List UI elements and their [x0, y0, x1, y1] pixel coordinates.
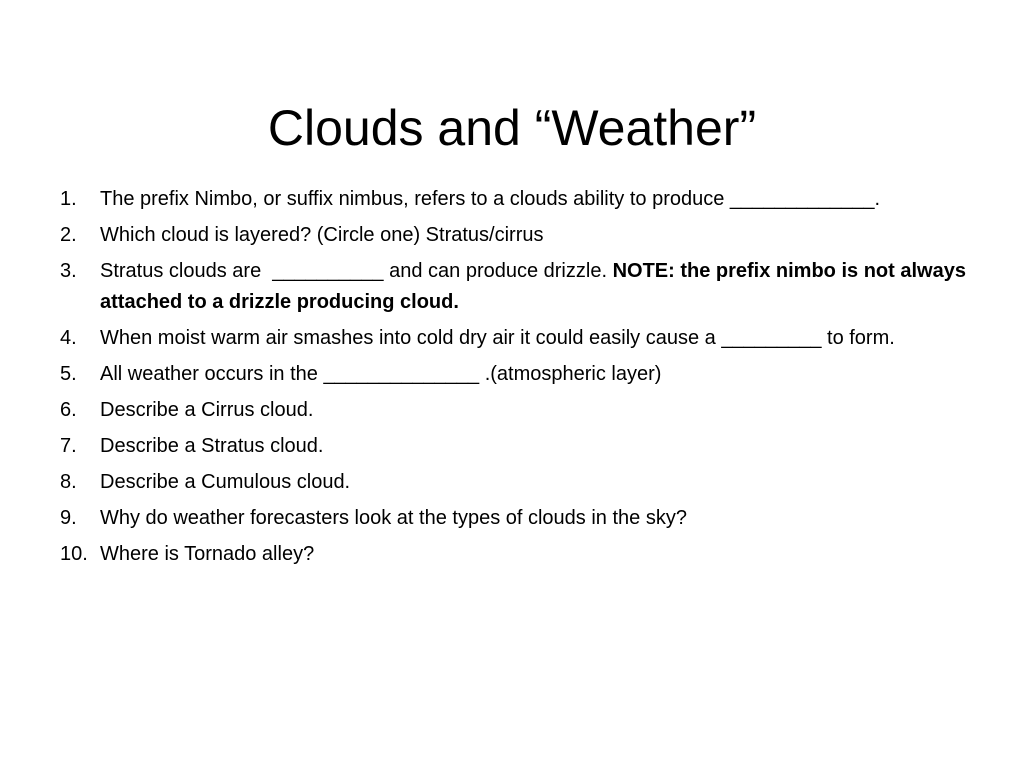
list-item [60, 256, 970, 318]
list-item [60, 467, 970, 498]
question-list [60, 184, 970, 575]
item-text: Why do weather forecasters look at the types of clouds in the sky? [100, 507, 687, 529]
list-item [60, 431, 970, 462]
item-text: When moist warm air smashes into cold dry air it could easily cause a _________ to form. [100, 327, 895, 349]
list-item [60, 395, 970, 426]
item-number: 10. [60, 543, 88, 565]
item-text: Describe a Stratus cloud. [100, 435, 324, 457]
list-item [60, 359, 970, 390]
item-number: 6. [60, 399, 77, 421]
item-note: NOTE: the prefix nimbo is not always attached to a drizzle producing cloud. [100, 260, 966, 313]
list-item [60, 184, 970, 215]
slide-title: Clouds and “Weather” [267, 99, 757, 156]
item-number: 3. [60, 260, 77, 282]
item-number: 1. [60, 188, 77, 210]
item-number: 5. [60, 363, 77, 385]
item-text: Stratus clouds are __________ and can produce drizzle. [100, 260, 613, 282]
item-text-container [100, 256, 970, 318]
list-item [60, 323, 970, 354]
list-item [60, 539, 970, 570]
item-text: Which cloud is layered? (Circle one) Stratus/cirrus [100, 224, 544, 246]
item-text: Where is Tornado alley? [100, 543, 315, 565]
item-number: 4. [60, 327, 77, 349]
item-number: 9. [60, 507, 77, 529]
item-text: Describe a Cumulous cloud. [100, 471, 351, 493]
item-text: The prefix Nimbo, or suffix nimbus, refers to a clouds ability to produce _____________. [100, 188, 881, 210]
item-text: All weather occurs in the ______________ .(atmospheric layer) [100, 363, 662, 385]
list-item [60, 220, 970, 251]
item-number: 2. [60, 224, 77, 246]
item-number: 7. [60, 435, 77, 457]
item-number: 8. [60, 471, 77, 493]
list-item [60, 503, 970, 534]
item-text: Describe a Cirrus cloud. [100, 399, 314, 421]
